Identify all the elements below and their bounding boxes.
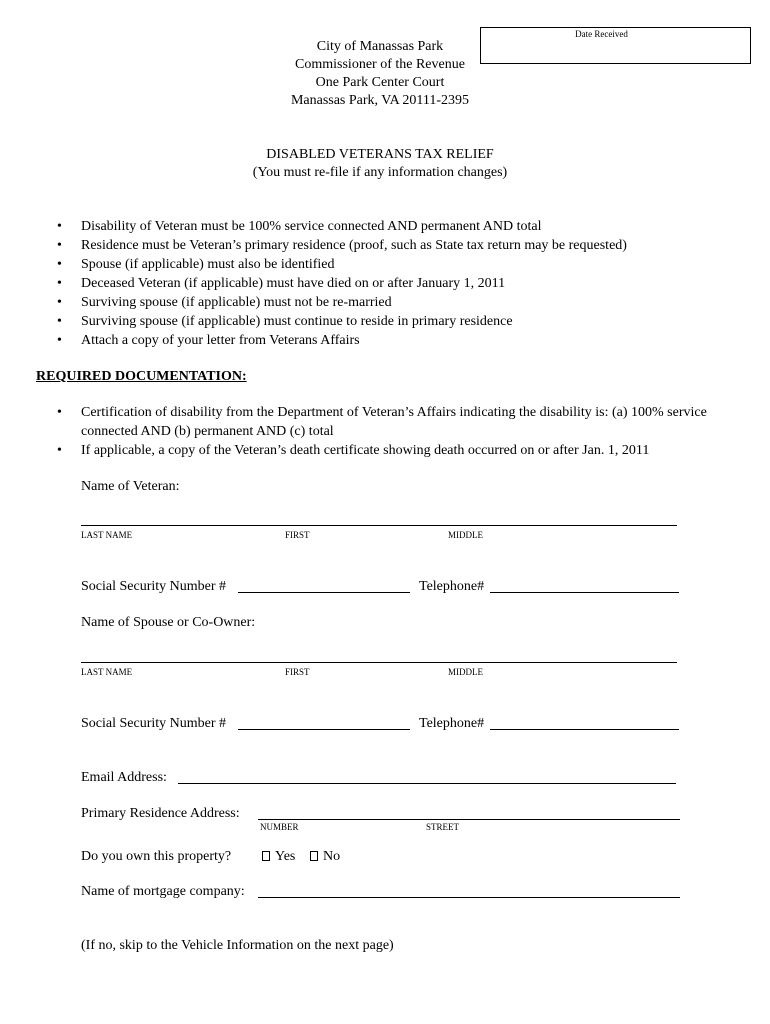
spouse-name-label: Name of Spouse or Co-Owner: xyxy=(81,615,256,630)
no-label: No xyxy=(323,849,341,864)
header-line-street: One Park Center Court xyxy=(315,75,445,90)
own-property-yes-option[interactable] xyxy=(262,848,295,866)
form-subtitle: (You must re-file if any information changes) xyxy=(252,165,508,180)
residence-number-caption: NUMBER xyxy=(260,822,299,832)
spouse-middle-name-caption: MIDDLE xyxy=(448,667,483,677)
form-title: DISABLED VETERANS TAX RELIEF xyxy=(266,147,494,162)
header-line-city: City of Manassas Park xyxy=(316,39,444,54)
spouse-first-name-caption: FIRST xyxy=(285,667,310,677)
veteran-telephone-field[interactable] xyxy=(490,592,679,593)
spouse-name-field[interactable] xyxy=(81,662,677,663)
veteran-ssn-label: Social Security Number # xyxy=(81,579,227,594)
list-item: • Spouse (if applicable) must also be identified xyxy=(57,255,717,274)
list-item: • Residence must be Veteran’s primary residence (proof, such as State tax return may be requested) xyxy=(57,236,717,255)
mortgage-company-label: Name of mortgage company: xyxy=(81,884,245,899)
email-field[interactable] xyxy=(178,783,676,784)
veteran-ssn-field[interactable] xyxy=(238,592,410,593)
own-property-question: Do you own this property? xyxy=(81,849,232,864)
veteran-name-label: Name of Veteran: xyxy=(81,479,180,494)
required-documentation-list xyxy=(57,403,729,460)
list-item: • Deceased Veteran (if applicable) must have died on or after January 1, 2011 xyxy=(57,274,717,293)
residence-address-field[interactable] xyxy=(258,819,680,820)
spouse-last-name-caption: LAST NAME xyxy=(81,667,133,677)
spouse-ssn-label: Social Security Number # xyxy=(81,716,227,731)
residence-street-caption: STREET xyxy=(426,822,459,832)
header-line-office: Commissioner of the Revenue xyxy=(295,57,465,72)
spouse-ssn-field[interactable] xyxy=(238,729,410,730)
email-label: Email Address: xyxy=(81,770,167,785)
header-line-city-state-zip: Manassas Park, VA 20111-2395 xyxy=(290,93,470,108)
no-checkbox[interactable] xyxy=(310,851,318,861)
veteran-telephone-label: Telephone# xyxy=(419,579,485,594)
veteran-last-name-caption: LAST NAME xyxy=(81,530,133,540)
mortgage-company-field[interactable] xyxy=(258,897,680,898)
veteran-name-field[interactable] xyxy=(81,525,677,526)
list-item: • Disability of Veteran must be 100% service connected AND permanent AND total xyxy=(57,217,717,236)
yes-label: Yes xyxy=(275,849,296,864)
own-property-no-option[interactable] xyxy=(310,848,340,866)
yes-checkbox[interactable] xyxy=(262,851,270,861)
list-item: • Attach a copy of your letter from Veterans Affairs xyxy=(57,331,717,350)
skip-note: (If no, skip to the Vehicle Information on the next page) xyxy=(81,938,394,953)
list-item: • Certification of disability from the Department of Veteran’s Affairs indicating the disability is: (a) 100% service connected AND (b) permanent AND (c) total xyxy=(57,403,729,441)
requirements-list xyxy=(57,217,717,350)
date-received-label: Date Received xyxy=(575,29,628,39)
veteran-middle-name-caption: MIDDLE xyxy=(448,530,483,540)
spouse-telephone-field[interactable] xyxy=(490,729,679,730)
required-documentation-heading: REQUIRED DOCUMENTATION: xyxy=(36,369,247,384)
list-item: • Surviving spouse (if applicable) must not be re-married xyxy=(57,293,717,312)
list-item: • Surviving spouse (if applicable) must continue to reside in primary residence xyxy=(57,312,717,331)
spouse-telephone-label: Telephone# xyxy=(419,716,485,731)
veteran-first-name-caption: FIRST xyxy=(285,530,310,540)
residence-address-label: Primary Residence Address: xyxy=(81,806,240,821)
list-item: • If applicable, a copy of the Veteran’s death certificate showing death occurred on or after Jan. 1, 2011 xyxy=(57,441,729,460)
office-header xyxy=(230,38,530,110)
